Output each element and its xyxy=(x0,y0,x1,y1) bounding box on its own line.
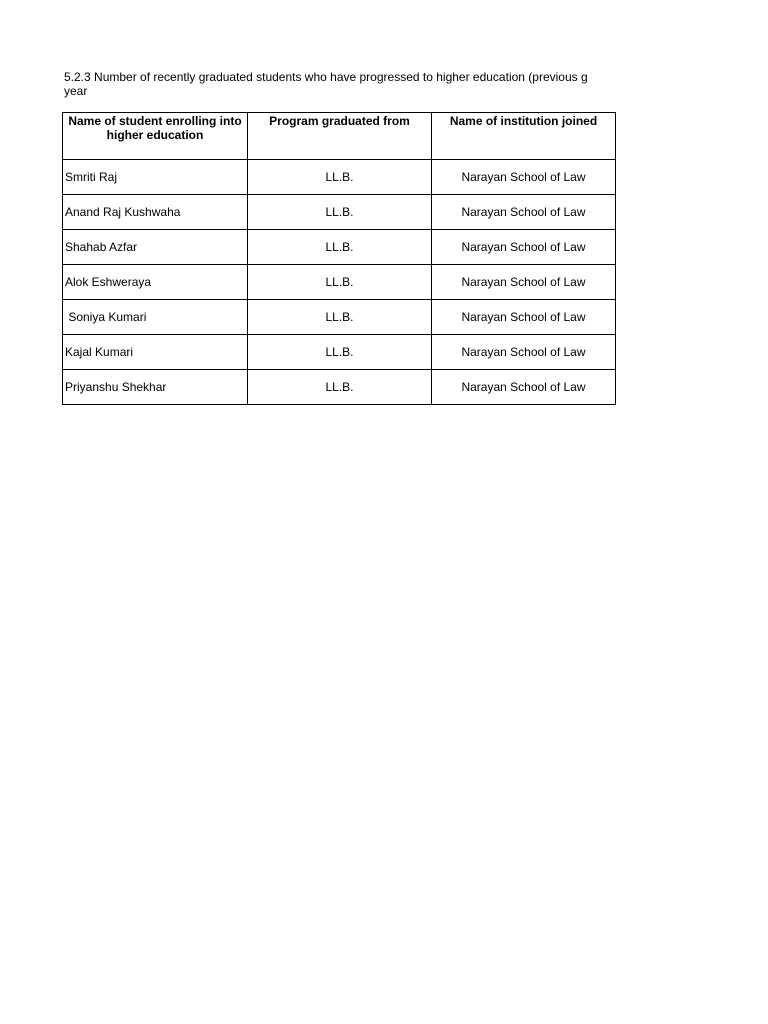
cell-institution: Narayan School of Law xyxy=(432,335,616,370)
cell-student-name: Smriti Raj xyxy=(63,160,248,195)
cell-institution: Narayan School of Law xyxy=(432,300,616,335)
cell-institution: Narayan School of Law xyxy=(432,160,616,195)
document-heading xyxy=(64,70,617,98)
table-row xyxy=(63,230,616,265)
cell-institution: Narayan School of Law xyxy=(432,195,616,230)
cell-program: LL.B. xyxy=(248,335,432,370)
cell-program: LL.B. xyxy=(248,160,432,195)
cell-program: LL.B. xyxy=(248,195,432,230)
cell-program: LL.B. xyxy=(248,265,432,300)
cell-program: LL.B. xyxy=(248,370,432,405)
cell-institution: Narayan School of Law xyxy=(432,230,616,265)
table-row xyxy=(63,335,616,370)
cell-student-name: Priyanshu Shekhar xyxy=(63,370,248,405)
table-row xyxy=(63,195,616,230)
students-table xyxy=(62,112,616,405)
cell-program: LL.B. xyxy=(248,300,432,335)
header-institution: Name of institution joined xyxy=(432,113,616,160)
heading-line-2: year xyxy=(64,84,88,98)
table-row xyxy=(63,300,616,335)
table-row xyxy=(63,160,616,195)
cell-student-name: Shahab Azfar xyxy=(63,230,248,265)
header-program: Program graduated from xyxy=(248,113,432,160)
cell-student-name: Alok Eshweraya xyxy=(63,265,248,300)
header-student-name: Name of student enrolling into higher education xyxy=(63,113,248,160)
cell-student-name: Anand Raj Kushwaha xyxy=(63,195,248,230)
cell-institution: Narayan School of Law xyxy=(432,265,616,300)
cell-student-name: Soniya Kumari xyxy=(63,300,248,335)
cell-student-name: Kajal Kumari xyxy=(63,335,248,370)
heading-line-1: 5.2.3 Number of recently graduated students who have progressed to higher education (previous g xyxy=(64,70,588,84)
table-row xyxy=(63,265,616,300)
cell-program: LL.B. xyxy=(248,230,432,265)
table-header-row xyxy=(63,113,616,160)
table-row xyxy=(63,370,616,405)
cell-institution: Narayan School of Law xyxy=(432,370,616,405)
